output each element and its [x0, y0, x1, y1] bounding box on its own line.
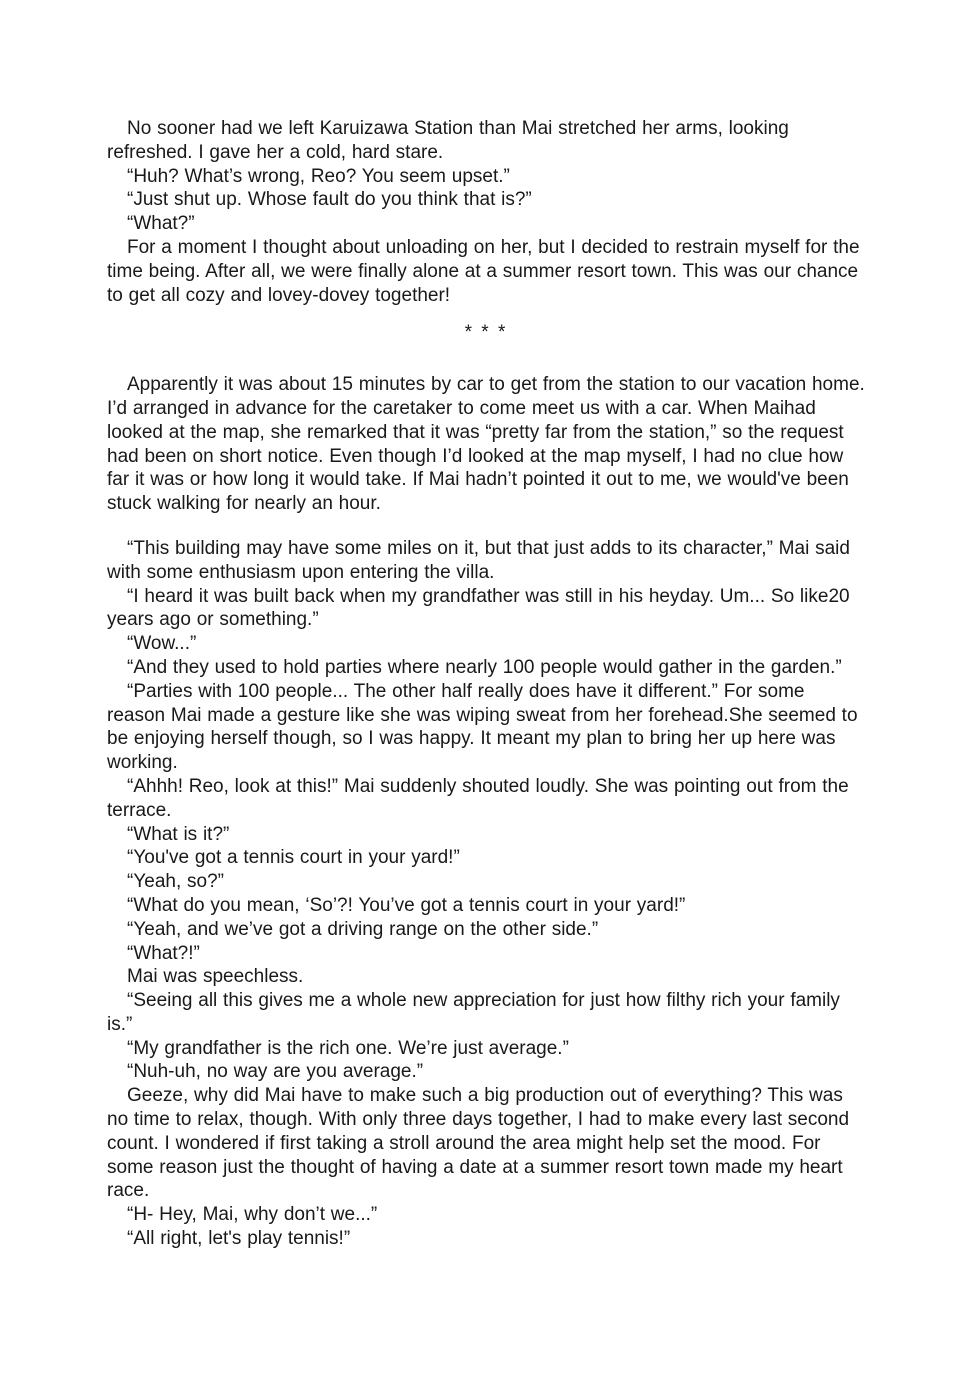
- paragraph: “Seeing all this gives me a whole new appreciation for just how filthy rich your family is.”: [107, 990, 840, 1035]
- paragraph: “Wow...”: [127, 633, 197, 655]
- paragraph: “What do you mean, ‘So’?! You’ve got a tennis court in your yard!”: [127, 894, 686, 916]
- paragraph: Mai was speechless.: [127, 966, 304, 988]
- paragraph: “Yeah, so?”: [127, 871, 224, 893]
- paragraph: “This building may have some miles on it, but that just adds to its character,” Mai said with some enthusiasm upon entering the villa.: [107, 537, 850, 583]
- paragraph: “Ahhh! Reo, look at this!” Mai suddenly shouted loudly. She was pointing out from the terrace.: [107, 775, 849, 821]
- paragraph: “You've got a tennis court in your yard!”: [127, 847, 460, 869]
- page-text-area: [107, 117, 865, 1251]
- paragraph: “What?”: [127, 213, 195, 235]
- paragraph: “H- Hey, Mai, why don’t we...”: [127, 1204, 378, 1226]
- scene-break-separator: * * *: [464, 322, 508, 344]
- paragraph: “Yeah, and we’ve got a driving range on the other side.”: [127, 918, 599, 940]
- paragraph-group-scene-station: [107, 117, 865, 307]
- paragraph: “All right, let's play tennis!”: [127, 1228, 351, 1250]
- paragraph: “Parties with 100 people... The other half really does have it different.” For some reason Mai made a gesture like she was wiping sweat from her forehead.She seemed to be enjoying herself though, so I was happy. It meant my plan to bring her up here was working.: [107, 680, 858, 774]
- paragraph: “My grandfather is the rich one. We’re just average.”: [127, 1037, 569, 1059]
- paragraph: “And they used to hold parties where nearly 100 people would gather in the garden.”: [127, 656, 842, 678]
- paragraph: For a moment I thought about unloading on her, but I decided to restrain myself for the time being. After all, we were finally alone at a summer resort town. This was our chance to get all cozy and lovey-dovey together!: [107, 236, 860, 306]
- paragraph: “Just shut up. Whose fault do you think that is?”: [127, 189, 532, 211]
- paragraph: “Nuh-uh, no way are you average.”: [127, 1061, 424, 1083]
- paragraph: Geeze, why did Mai have to make such a big production out of everything? This was no time to relax, though. With only three days together, I had to make every last second count. I wondered if first taking a stroll around the area might help set the mood. For some reason just the thought of having a date at a summer resort town made my heart race.: [107, 1085, 850, 1202]
- paragraph: “What?!”: [127, 942, 200, 964]
- paragraph-group-scene-drive: [107, 373, 865, 516]
- paragraph-group-scene-villa: [107, 537, 865, 1251]
- paragraph: No sooner had we left Karuizawa Station than Mai stretched her arms, looking refreshed. I gave her a cold, hard stare.: [107, 118, 789, 163]
- paragraph: “I heard it was built back when my grandfather was still in his heyday. Um... So like20 years ago or something.”: [107, 585, 850, 631]
- paragraph: “Huh? What’s wrong, Reo? You seem upset.”: [127, 165, 510, 187]
- paragraph: Apparently it was about 15 minutes by car to get from the station to our vacation home. I’d arranged in advance for the caretaker to come meet us with a car. When Maihad looked at the map, she remarked that it was “pretty far from the station,” so the request had been on short notice. Even though I’d looked at the map myself, I had no clue how far it was or how long it would take. If Mai hadn’t pointed it out to me, we would've been stuck walking for nearly an hour.: [107, 374, 865, 515]
- paragraph: “What is it?”: [127, 823, 230, 845]
